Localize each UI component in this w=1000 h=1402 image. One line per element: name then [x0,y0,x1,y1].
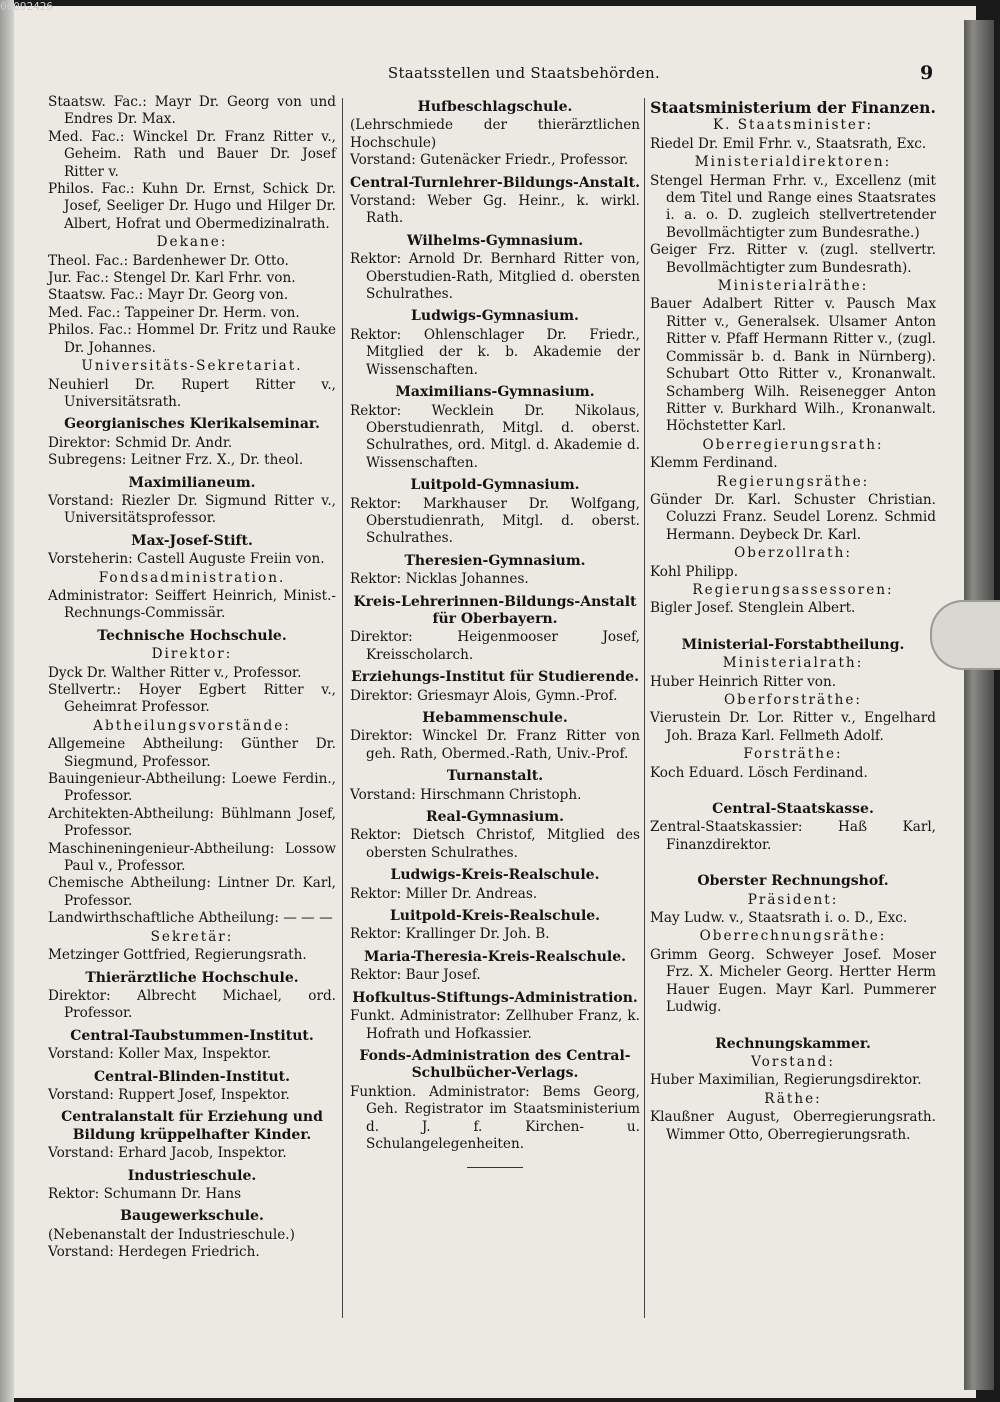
entry-text: Grimm Georg. Schweyer Josef. Moser Frz. X. Micheler Georg. Hertter Herm Hauer Eugen. Mayr Karl. Pummerer Ludwig. [650,946,936,1016]
section-heading: Luitpold-Gymnasium. [410,477,580,494]
entry-text: Jur. Fac.: Stengel Dr. Karl Frhr. von. [48,270,296,287]
column-right [650,94,936,1144]
entry-text: May Ludw. v., Staatsrath i. o. D., Exc. [650,910,908,927]
subheading: Räthe: [764,1090,822,1107]
entry-text: Staatsw. Fac.: Mayr Dr. Georg von. [48,287,289,304]
section-heading: Maria-Theresia-Kreis-Realschule. [364,948,626,965]
entry-text: Vorstand: Koller Max, Inspektor. [48,1046,272,1063]
entry-text: Subregens: Leitner Frz. X., Dr. theol. [48,452,304,469]
entry-text: Huber Heinrich Ritter von. [650,673,837,690]
entry-text: Vorstand: Gutenäcker Friedr., Professor. [350,152,629,169]
section-heading: Centralanstalt für Erziehung und Bildung krüppelhafter Kinder. [61,1109,323,1143]
entry-text: Stellvertr.: Hoyer Egbert Ritter v., Geheimrat Professor. [48,682,336,716]
subheading: Regierungsräthe: [716,473,870,490]
entry-text: Bauer Adalbert Ritter v. Pausch Max Ritter v., Generalsek. Ulsamer Anton Ritter v. Pfaff Hermann Ritter v., (zugl. Commissär b. d. Bank in Nürnberg). Schubart Otto Ritter v., Kronanwalt. Schamberg Wilh. Reisenegger Anton Ritter v. Burkhard Wilh., Kronanwalt. Höchstetter Karl. [650,296,936,435]
subheading: Direktor: [151,646,233,663]
note-text: (Lehrschmiede der thierärztlichen Hochschule) [350,117,640,151]
entry-text: Koch Eduard. Lösch Ferdinand. [650,764,868,781]
subheading: Ministerialdirektoren: [694,154,892,171]
section-heading: Wilhelms-Gymnasium. [406,232,584,249]
subheading: Oberzollrath: [734,545,852,562]
section-heading: Hofkultus-Stiftungs-Administration. [352,989,638,1006]
entry-text: Med. Fac.: Winckel Dr. Franz Ritter v., Geheim. Rath und Bauer Dr. Josef Ritter v. [48,128,336,180]
section-gap [650,782,936,796]
entry-text: Vorstand: Weber Gg. Heinr., k. wirkl. Rath. [350,193,640,227]
entry-text: Funkt. Administrator: Zellhuber Franz, k. Hofrath und Hofkassier. [350,1008,640,1042]
subheading: Sekretär: [150,928,234,945]
subheading: Ministerialrath: [722,655,864,672]
column-middle [350,94,640,1182]
entry-text: Direktor: Heigenmooser Josef, Kreisscholarch. [350,629,640,663]
entry-text: Administrator: Seiffert Heinrich, Minist.-Rechnungs-Commissär. [48,587,336,622]
page-number: 9 [920,62,934,84]
subheading: Universitäts-Sekretariat. [81,358,303,375]
entry-text: Dyck Dr. Walther Ritter v., Professor. [48,664,302,681]
entry-text: Allgemeine Abtheilung: Günther Dr. Siegmund, Professor. [48,736,336,770]
entry-text: Klemm Ferdinand. [650,455,778,472]
section-heading: Maximilianeum. [128,474,256,491]
entry-text: Theol. Fac.: Bardenhewer Dr. Otto. [48,252,289,269]
entry-text: Landwirthschaftliche Abtheilung: — — — [48,910,333,927]
entry-text: Rektor: Dietsch Christof, Mitglied des obersten Schulrathes. [350,827,640,861]
document-page [14,6,976,1398]
entry-text: Vorstand: Herdegen Friedrich. [48,1244,260,1261]
page-clip [930,600,1000,670]
section-heading: Real-Gymnasium. [426,809,564,826]
section-heading: Ludwigs-Gymnasium. [411,308,579,325]
section-heading: Central-Staatskasse. [712,801,874,818]
entry-text: Huber Maximilian, Regierungsdirektor. [650,1072,922,1089]
entry-text: Chemische Abtheilung: Lintner Dr. Karl, Professor. [48,875,336,909]
section-gap [650,1017,936,1031]
entry-text: Neuhierl Dr. Rupert Ritter v., Universitätsrath. [48,376,336,410]
section-heading: Fonds-Administration des Central-Schulbücher-Verlags. [359,1047,631,1082]
running-head: Staatsstellen und Staatsbehörden. [387,64,661,82]
entry-text: Zentral-Staatskassier: Haß Karl, Finanzdirektor. [650,819,936,853]
entry-text: Klaußner August, Oberregierungsrath. Wimmer Otto, Oberregierungsrath. [650,1109,936,1143]
section-heading: Ludwigs-Kreis-Realschule. [390,867,600,884]
entry-text: Med. Fac.: Tappeiner Dr. Herm. von. [48,304,300,321]
subheading: Präsident: [747,891,839,908]
section-heading: Central-Turnlehrer-Bildungs-Anstalt. [350,174,640,191]
entry-text: Stengel Herman Frhr. v., Excellenz (mit dem Titel und Range eines Staatsrates i. a. o. D. zugleich stellvertretender Bevollmächtigter zum Bundesrathe.) [650,172,936,241]
entry-text: Direktor: Winckel Dr. Franz Ritter von geh. Rath, Obermed.-Rath, Univ.-Prof. [350,728,640,762]
section-heading: Theresien-Gymnasium. [404,552,586,569]
column-divider [644,98,645,1318]
entry-text: Staatsw. Fac.: Mayr Dr. Georg von und Endres Dr. Max. [48,94,336,128]
section-heading: Hebammenschule. [422,710,568,726]
section-heading: Kreis-Lehrerinnen-Bildungs-Anstalt für Oberbayern. [353,593,637,627]
entry-text: Direktor: Schmid Dr. Andr. [48,434,233,451]
column-left [48,94,336,1262]
entry-text: Rektor: Ohlenschlager Dr. Friedr., Mitglied der k. b. Akademie der Wissenschaften. [350,326,640,378]
section-heading: Erziehungs-Institut für Studierende. [351,669,639,686]
entry-text: Vorstand: Hirschmann Christoph. [350,786,582,803]
section-heading: Max-Josef-Stift. [131,532,253,549]
entry-text: Vorsteherin: Castell Auguste Freiin von. [48,551,325,568]
subheading: Abtheilungsvorstände: [93,717,291,734]
end-rule [467,1167,523,1168]
entry-text: Riedel Dr. Emil Frhr. v., Staatsrath, Exc. [650,135,927,152]
subheading: Oberforsträthe: [724,692,862,708]
entry-text: Günder Dr. Karl. Schuster Christian. Coluzzi Franz. Seudel Lorenz. Schmid Hermann. Deybeck Dr. Karl. [650,491,936,543]
entry-text: Rektor: Markhauser Dr. Wolfgang, Oberstudienrath, Mitgl. d. oberst. Schulrathes. [350,495,640,547]
section-heading: Baugewerkschule. [120,1208,264,1225]
subheading: Regierungsassessoren: [692,581,894,598]
book-left-edge [0,0,14,1402]
section-heading: Central-Taubstummen-Institut. [70,1027,314,1044]
scan-id: 00092426 [0,0,53,13]
entry-text: Vorstand: Riezler Dr. Sigmund Ritter v., Universitätsprofessor. [48,492,336,527]
subheading: K. Staatsminister: [712,117,874,134]
entry-text: Rektor: Krallinger Dr. Joh. B. [350,926,550,943]
section-heading: Ministerial-Forstabtheilung. [681,636,905,653]
entry-text: Bigler Josef. Stenglein Albert. [650,600,856,617]
entry-text: Geiger Frz. Ritter v. (zugl. stellvertr. Bevollmächtigter zum Bundesrath). [650,242,936,276]
entry-text: Rektor: Miller Dr. Andreas. [350,885,538,902]
section-gap [650,854,936,868]
subheading: Oberrechnungsräthe: [699,928,887,945]
entry-text: Direktor: Griesmayr Alois, Gymn.-Prof. [350,687,618,704]
entry-text: Vorstand: Erhard Jacob, Inspektor. [48,1145,287,1162]
section-heading: Staatsministerium der Finanzen. [650,98,936,117]
entry-text: Rektor: Nicklas Johannes. [350,571,529,588]
subheading: Vorstand: [751,1053,835,1070]
section-gap [650,618,936,632]
entry-text: Rektor: Schumann Dr. Hans [48,1185,242,1202]
entry-text: Direktor: Albrecht Michael, ord. Professor. [48,987,336,1022]
entry-text: Philos. Fac.: Hommel Dr. Fritz und Rauke Dr. Johannes. [48,322,336,356]
section-heading: Rechnungskammer. [715,1035,871,1052]
entry-text: Kohl Philipp. [650,563,739,580]
entry-text: Vierustein Dr. Lor. Ritter v., Engelhard Joh. Braza Karl. Fellmeth Adolf. [650,710,936,744]
entry-text: Rektor: Arnold Dr. Bernhard Ritter von, Oberstudien-Rath, Mitglied d. obersten Schulrathes. [350,251,640,303]
book-page-edge [964,20,994,1390]
section-heading: Central-Blinden-Institut. [94,1068,290,1085]
section-heading: Industrieschule. [127,1167,257,1184]
subheading: Forsträthe: [743,746,843,763]
section-heading: Oberster Rechnungshof. [697,873,889,890]
section-heading: Thierärztliche Hochschule. [85,969,299,986]
section-heading: Luitpold-Kreis-Realschule. [389,908,601,925]
section-heading: Turnanstalt. [446,768,544,785]
section-heading: Georgianisches Klerikalseminar. [64,416,320,433]
entry-text: Rektor: Baur Josef. [350,967,481,984]
entry-text: Philos. Fac.: Kuhn Dr. Ernst, Schick Dr. Josef, Seeliger Dr. Hugo und Hilger Dr. Albert, Hofrat und Obermedizinalrath. [48,181,336,232]
section-heading: Maximilians-Gymnasium. [395,384,595,401]
subheading: Fondsadministration. [98,569,286,586]
entry-text: Bauingenieur-Abtheilung: Loewe Ferdin., Professor. [48,771,336,805]
entry-text: Metzinger Gottfried, Regierungsrath. [48,947,307,964]
entry-text: Rektor: Wecklein Dr. Nikolaus, Oberstudienrath, Mitgl. d. oberst. Schulrathes, ord. Mitgl. d. Akademie d. Wissenschaften. [350,402,640,471]
subheading: Dekane: [156,234,228,251]
entry-text: Architekten-Abtheilung: Bühlmann Josef, Professor. [48,805,336,840]
subheading: Oberregierungsrath: [702,436,884,453]
section-heading: Hufbeschlagschule. [417,99,573,115]
entry-text: Vorstand: Ruppert Josef, Inspektor. [48,1086,290,1103]
subheading: Ministerialräthe: [717,278,869,295]
entry-text: Funktion. Administrator: Bems Georg, Geh. Registrator im Staatsministerium d. J. f. Kirchen- u. Schulangelegenheiten. [350,1083,640,1152]
note-text: (Nebenanstalt der Industrieschule.) [48,1226,295,1243]
column-divider [342,98,343,1318]
entry-text: Maschineningenieur-Abtheilung: Lossow Paul v., Professor. [48,840,336,875]
section-heading: Technische Hochschule. [97,627,287,644]
